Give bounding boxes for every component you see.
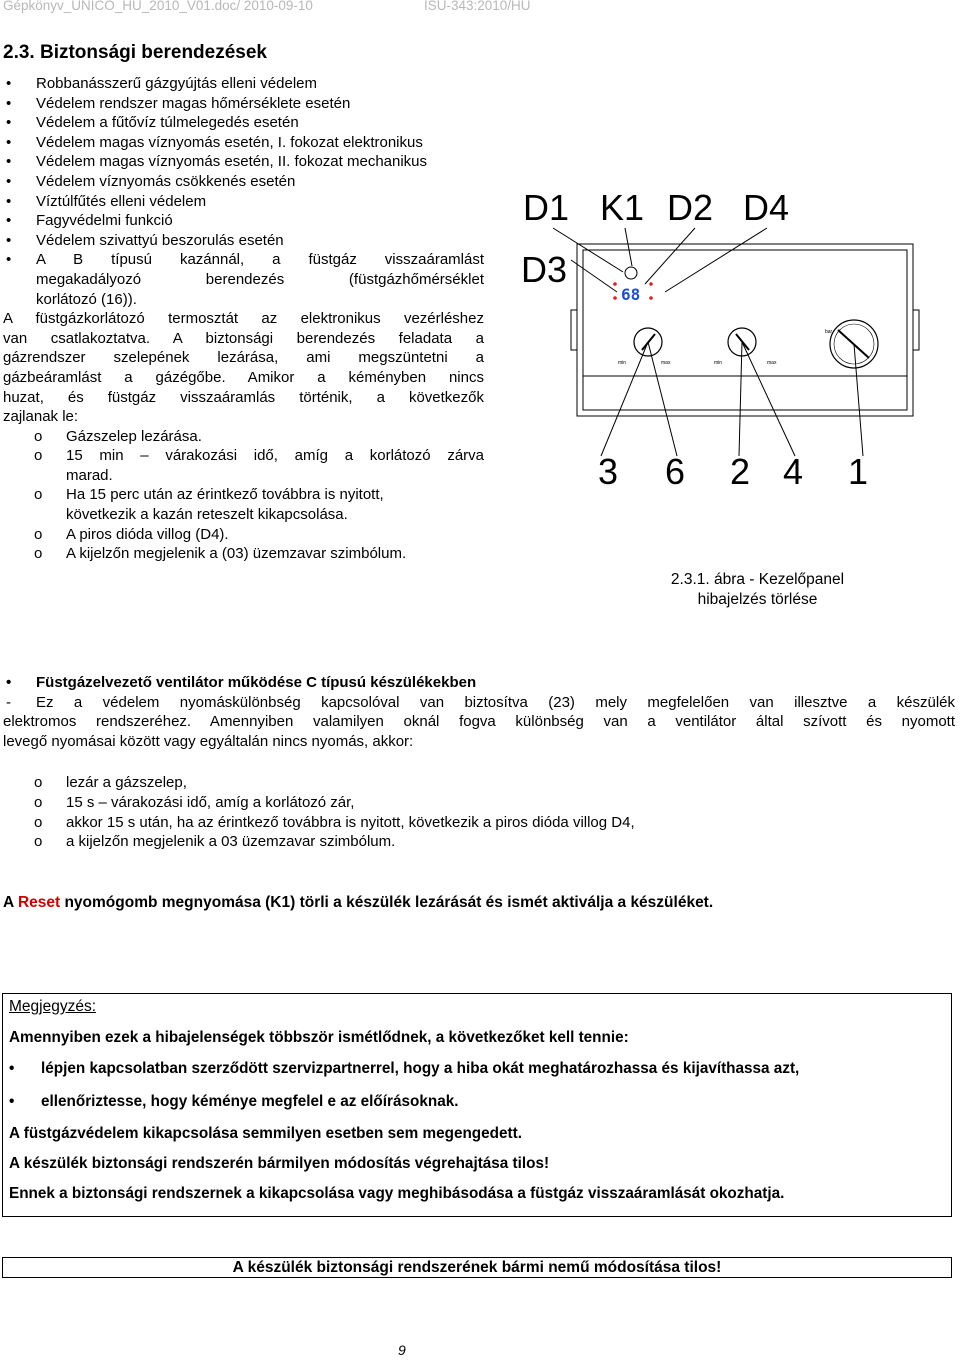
knob-min-label: min <box>618 360 627 366</box>
led-d4 <box>649 296 653 300</box>
safety-paragraph <box>3 309 484 427</box>
note-line: Amennyiben ezek a hibajelenségek többször ismétlődnek, a következőket kell tennie: <box>9 1029 629 1046</box>
list-item: • Védelem szivattyú beszorulás esetén <box>3 231 484 251</box>
caption-line: hibajelzés törlése <box>697 591 818 608</box>
list-item: • Védelem rendszer magas hőmérséklete esetén <box>3 94 484 114</box>
led-d3 <box>613 296 617 300</box>
flue-gas-line-3: korlátozó (16)). <box>36 290 137 308</box>
reset-instruction <box>3 894 713 912</box>
label-6: 6 <box>665 451 686 492</box>
list-item: • Víztúlfűtés elleni védelem <box>3 192 484 212</box>
paragraph-line: gázbeáramlást a gázégőbe. Amikor a kéményben nincs <box>3 368 484 386</box>
step-line: marad. <box>66 466 113 484</box>
step-item: o Gázszelep lezárása. <box>3 427 484 447</box>
paragraph-line: zajlanak le: <box>3 408 79 426</box>
list-item: • Védelem magas víznyomás esetén, II. fokozat mechanikus <box>3 152 484 172</box>
warning-box: A készülék biztonsági rendszerének bármi nemű módosítása tilos! <box>2 1257 952 1278</box>
paragraph-line: elektromos rendszeréhez. Amennyiben valamilyen oknál fogva különbség van a ventilátor által szívott és nyomott <box>3 713 955 731</box>
paragraph-line: Ez a védelem nyomáskülönbség kapcsolóval van biztosítva (23) mely megfelelően van illesztve a készülék <box>36 693 955 711</box>
paragraph-line: van csatlakoztatva. A biztonsági berendezés feladata a <box>3 329 484 347</box>
step-item: o A piros dióda villog (D4). <box>3 525 484 545</box>
step-item: o 15 s – várakozási idő, amíg a korlátozó zár, <box>3 793 955 813</box>
note-box <box>2 993 952 1217</box>
label-d1: D1 <box>523 187 570 228</box>
paragraph-line: levegő nyomásai között vagy egyáltalán nincs nyomás, akkor: <box>3 732 414 750</box>
flue-gas-line-2: megakadályozó berendezés (füstgázhőmérséklet <box>36 270 484 288</box>
step-item: o lezár a gázszelep, <box>3 773 955 793</box>
paragraph-line: A füstgázkorlátozó termosztát az elektronikus vezérléshez <box>3 310 484 328</box>
label-2: 2 <box>730 451 751 492</box>
list-item: • Védelem magas víznyomás esetén, I. fokozat elektronikus <box>3 133 484 153</box>
bullet-marker: • <box>9 1060 15 1077</box>
label-3: 3 <box>598 451 619 492</box>
reset-prefix: A <box>3 894 18 911</box>
list-item-flue-gas <box>3 250 484 309</box>
label-k1: K1 <box>600 187 645 228</box>
paragraph-line: gázrendszer szelepének lezárása, ami megszüntetni a <box>3 349 484 367</box>
step-item <box>3 446 484 485</box>
step-line: o Ha 15 perc után az érintkező továbbra is nyitott, <box>66 486 384 504</box>
paragraph-line: huzat, és füstgáz visszaáramlás történik, a következők <box>3 388 484 406</box>
note-bullet-text: lépjen kapcsolatban szerződött szervizpartnerrel, hogy a hiba okát meghatározhassa és kijavíthassa azt, <box>41 1060 800 1077</box>
knob-max-label: max <box>767 360 777 366</box>
leader-lines-top <box>553 228 767 292</box>
led-d1 <box>613 282 617 286</box>
bullet-marker: • <box>9 1093 15 1110</box>
step-item <box>3 485 484 524</box>
knob-max-label: max <box>661 360 671 366</box>
gauge-bar-label: bar <box>825 329 833 335</box>
note-bullet-text: ellenőriztesse, hogy kéménye megfelel e az előírásoknak. <box>41 1093 459 1110</box>
list-item: • Védelem a fűtővíz túlmelegedés esetén <box>3 113 484 133</box>
list-item: • Robbanásszerű gázgyújtás elleni védelem <box>3 74 484 94</box>
list-item: • Védelem víznyomás csökkenés esetén <box>3 172 484 192</box>
reset-button <box>625 267 637 279</box>
label-d2: D2 <box>667 187 714 228</box>
note-line: A készülék biztonsági rendszerén bármilyen módosítás végrehajtása tilos! <box>9 1155 550 1172</box>
note-line: A füstgázvédelem kikapcsolása semmilyen esetben sem megengedett. <box>9 1125 522 1142</box>
label-4: 4 <box>783 451 804 492</box>
reset-suffix: nyomógomb megnyomása (K1) törli a készülék lezárását és ismét aktiválja a készüléket. <box>60 894 714 911</box>
list-item: • Fagyvédelmi funkció <box>3 211 484 231</box>
header-document-name: Gépkönyv_UNICO_HU_2010_V01.doc/ 2010-09-10 <box>3 0 313 13</box>
leader-lines-bottom <box>601 342 863 456</box>
page-number: 9 <box>398 1342 406 1358</box>
figure-caption <box>600 570 915 610</box>
note-line: Ennek a biztonsági rendszernek a kikapcsolása vagy meghibásodása a füstgáz visszaáramlását okozhatja. <box>9 1185 785 1202</box>
knob-min-label: min <box>714 360 723 366</box>
label-1: 1 <box>848 451 869 492</box>
left-column <box>3 74 484 564</box>
step-item: o A kijelzőn megjelenik a (03) üzemzavar szimbólum. <box>3 544 484 564</box>
fan-section <box>3 673 955 852</box>
note-title: Megjegyzés: <box>9 998 97 1015</box>
led-d2 <box>649 282 653 286</box>
fan-paragraph <box>3 693 955 713</box>
reset-word: Reset <box>17 894 61 911</box>
caption-line: 2.3.1. ábra - Kezelőpanel <box>670 571 845 588</box>
label-d4: D4 <box>743 187 790 228</box>
section-title: 2.3. Biztonsági berendezések <box>3 42 267 63</box>
fan-section-title: • Füstgázelvezető ventilátor működése C típusú készülékekben <box>3 673 955 693</box>
page-header <box>3 0 953 14</box>
step-line: o 15 min – várakozási idő, amíg a korlátozó zárva <box>66 447 484 465</box>
header-document-code: ISU-343:2010/HU <box>424 0 531 13</box>
dash-marker: - <box>6 693 11 711</box>
label-d3: D3 <box>521 249 568 290</box>
step-item: o akkor 15 s után, ha az érintkező továbbra is nyitott, következik a piros dióda villog D4, <box>3 813 955 833</box>
digital-display: 68 <box>621 285 641 304</box>
control-panel-diagram <box>505 180 925 500</box>
step-item: o a kijelzőn megjelenik a 03 üzemzavar szimbólum. <box>3 832 955 852</box>
step-line: következik a kazán reteszelt kikapcsolása. <box>66 506 348 524</box>
flue-gas-line-1: • A B típusú kazánnál, a füstgáz visszaáramlást <box>36 251 484 269</box>
